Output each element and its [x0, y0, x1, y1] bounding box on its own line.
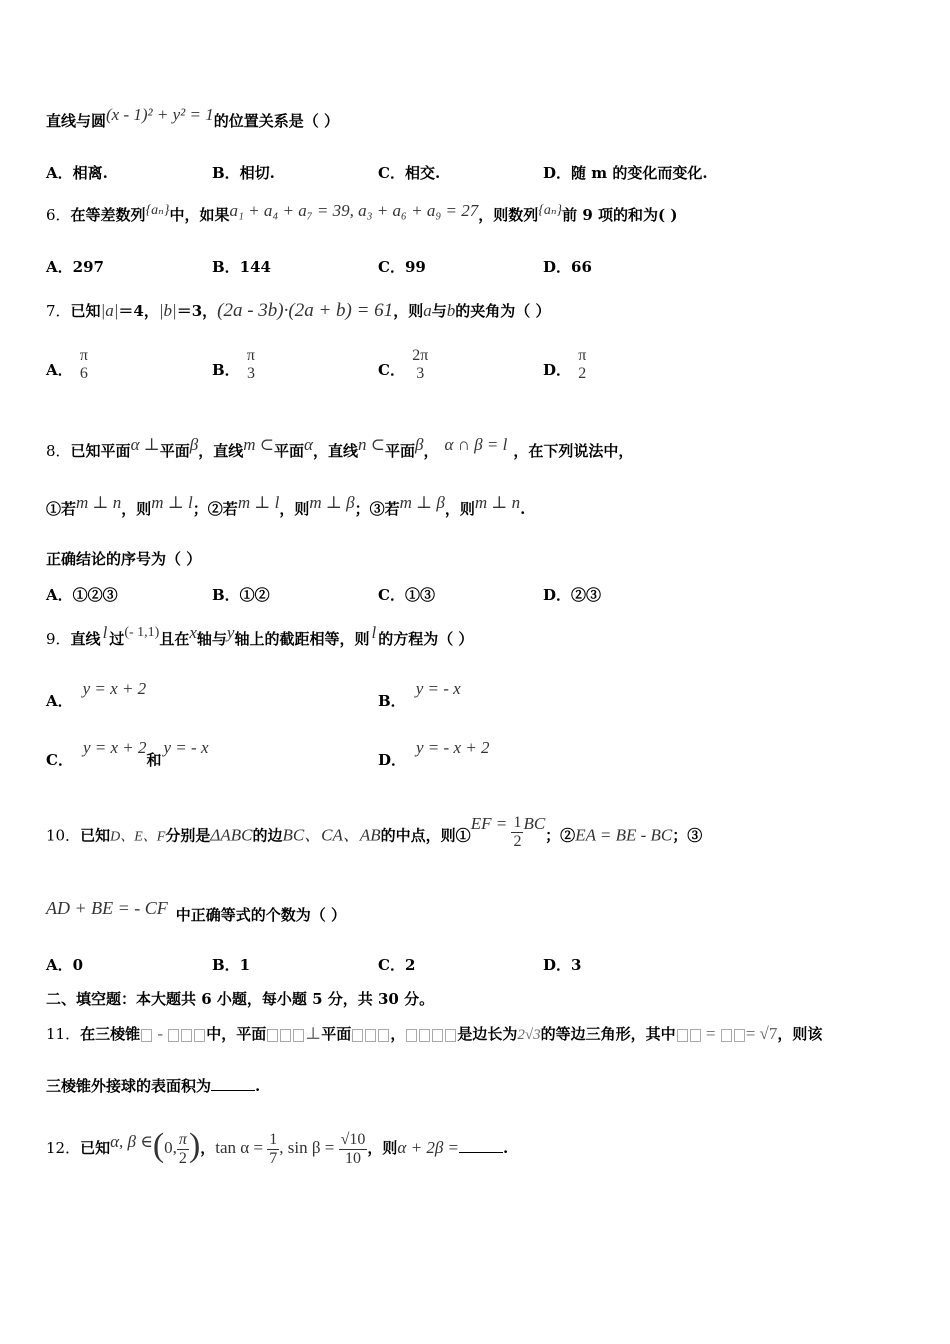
math-expression: x — [189, 623, 197, 642]
question-11-line-1: 11．在三棱锥 - 中，平面 ⊥平面 ， 是边长为2√3的等边三角形，其中 = = √7，则该 — [46, 1024, 823, 1043]
question-text: 分别是 — [165, 826, 211, 845]
question-text: 直线 — [70, 630, 101, 648]
question-8-line-3: 正确结论的序号为（ ） — [46, 550, 202, 568]
missing-glyph-icon — [141, 1029, 152, 1042]
numerator: 1 — [269, 1130, 278, 1148]
question-text: 中，如果 — [169, 206, 230, 224]
fraction — [410, 347, 430, 383]
option-b[interactable]: B．①② — [212, 586, 270, 604]
option-equation: y = x + 2 — [82, 679, 147, 698]
numerator: 2π — [412, 347, 429, 364]
question-text: ＝3， — [176, 302, 218, 320]
question-text: ， — [390, 1025, 406, 1043]
question-text: 前 9 项的和为( ) — [562, 206, 678, 224]
fraction — [78, 347, 90, 383]
option-equation: y = - x — [163, 738, 209, 757]
missing-glyph-icon — [419, 1029, 430, 1042]
math-expression: tan α = — [215, 1138, 268, 1157]
question-text: 是边长为 — [457, 1025, 518, 1043]
question-10-line-2 — [46, 898, 347, 925]
question-number: 12． — [46, 1139, 81, 1157]
condition-equation: a₁ + a₄ + a₇ = 39, a₃ + a₆ + a₉ = 27 — [229, 201, 479, 220]
question-9-line — [46, 623, 474, 649]
question-text: 已知 — [80, 1139, 111, 1157]
option-equation: y = x + 2 — [82, 738, 147, 757]
question-number: 6． — [46, 206, 71, 224]
fraction — [339, 1131, 368, 1168]
question-text: 过 — [109, 630, 125, 648]
question-number: 9． — [46, 630, 71, 648]
option-b[interactable]: B．相切. — [212, 164, 275, 182]
missing-glyph-icon — [690, 1029, 701, 1042]
missing-glyph-icon — [267, 1029, 278, 1042]
vector-b: b — [446, 301, 456, 320]
option-label: D． — [378, 751, 407, 769]
vector-a: a — [423, 301, 432, 320]
math-expression: l — [371, 623, 377, 642]
option-d[interactable]: D．随 m 的变化而变化. — [543, 164, 708, 182]
option-d[interactable]: D．②③ — [543, 586, 602, 604]
question-text: 的位置关系是（ ） — [213, 112, 339, 130]
question-text: 在三棱锥 — [80, 1025, 141, 1043]
math-expression: α — [304, 435, 313, 454]
question-text: 与 — [431, 302, 447, 320]
option-a[interactable]: A．0 — [46, 956, 84, 974]
math-expression: m ⊥ β — [399, 493, 445, 512]
question-text: 的夹角为（ ） — [455, 302, 551, 320]
math-expression: α ⊥ — [130, 435, 160, 454]
math-expression: m ⊥ n — [76, 493, 122, 512]
fraction — [576, 347, 588, 383]
option-equation: y = - x + 2 — [416, 738, 490, 757]
question-text: 平面 — [274, 442, 305, 460]
denominator: 2 — [578, 365, 587, 382]
option-a[interactable]: A．①②③ — [46, 586, 118, 604]
denominator: 7 — [269, 1149, 278, 1167]
math-expression: α, β ∈ — [110, 1132, 153, 1151]
option-c[interactable]: C．相交. — [378, 164, 441, 182]
math-expression: m ⊥ l — [151, 493, 193, 512]
math-expression: α + 2β = — [397, 1138, 460, 1157]
question-text: ，在下列说法中， — [513, 442, 634, 460]
missing-glyph-icon — [677, 1029, 688, 1042]
question-text: ＝4， — [118, 302, 159, 320]
question-text: 的等边三角形，其中 — [540, 1025, 676, 1043]
math-expression: = √7 — [745, 1024, 778, 1043]
question-text: 中正确等式的个数为（ ） — [175, 906, 347, 924]
option-d[interactable] — [543, 347, 588, 389]
option-label: D． — [543, 361, 572, 379]
question-text: ；③ — [672, 826, 703, 845]
answer-blank[interactable] — [211, 1078, 255, 1091]
point-coordinates: (- 1,1) — [124, 625, 160, 640]
question-text: 的方程为（ ） — [378, 630, 474, 648]
missing-glyph-icon — [168, 1029, 179, 1042]
missing-glyph-icon — [721, 1029, 732, 1042]
math-expression: BC、CA、AB — [282, 825, 381, 845]
option-b[interactable]: B．1 — [212, 956, 251, 974]
question-number: 11． — [46, 1025, 81, 1043]
fraction — [177, 1131, 189, 1168]
math-expression: EF = — [470, 813, 512, 833]
missing-glyph-icon — [406, 1029, 417, 1042]
option-c[interactable] — [378, 347, 430, 389]
answer-blank[interactable] — [459, 1140, 503, 1153]
missing-glyph-icon — [432, 1029, 443, 1042]
numerator: π — [79, 347, 88, 364]
question-number: 7． — [46, 302, 71, 320]
denominator: 3 — [416, 365, 425, 382]
triangle-symbol: ΔABC — [210, 825, 253, 845]
question-text: 三棱锥外接球的表面积为 — [46, 1077, 212, 1095]
question-text: . — [255, 1077, 261, 1095]
question-text: 已知 — [80, 826, 111, 845]
option-c[interactable]: C．①③ — [378, 586, 435, 604]
vector-b-magnitude: |b| — [158, 301, 177, 320]
question-text: 中，平面 — [206, 1025, 267, 1043]
missing-glyph-icon — [181, 1029, 192, 1042]
math-expression: m ⊥ β — [309, 493, 355, 512]
math-expression: AD + BE = - CF — [46, 898, 168, 918]
math-expression: D、E、F — [110, 829, 166, 845]
math-expression: β — [189, 435, 199, 454]
option-d[interactable]: D．66 — [543, 258, 592, 276]
question-number: 8． — [46, 442, 71, 460]
option-b[interactable] — [212, 347, 257, 389]
question-text: ，则 — [367, 1139, 398, 1157]
question-text: ，则 — [279, 500, 310, 518]
question-text: ①若 — [46, 500, 77, 518]
denominator: 6 — [79, 365, 88, 382]
option-c[interactable] — [46, 738, 209, 770]
question-text: ，直线 — [198, 442, 244, 460]
question-text: ，则 — [393, 302, 424, 320]
question-6-line — [46, 201, 678, 225]
question-text: 的边 — [252, 826, 283, 845]
missing-glyph-icon — [378, 1029, 389, 1042]
option-a[interactable]: A．297 — [46, 258, 104, 276]
fraction — [245, 347, 257, 383]
option-d[interactable]: D．3 — [543, 956, 582, 974]
question-10-line-1 — [46, 813, 703, 855]
option-label: B． — [378, 692, 406, 710]
question-text: 已知 — [70, 302, 101, 320]
math-expression: l — [102, 623, 108, 642]
question-circle-line — [46, 105, 339, 131]
circle-equation: (x - 1)² + y² = 1 — [106, 105, 214, 124]
question-text: . — [503, 1139, 509, 1157]
question-text: ；②若 — [192, 500, 238, 518]
missing-glyph-icon — [445, 1029, 456, 1042]
option-equation: y = - x — [415, 679, 461, 698]
question-8-line-1 — [46, 435, 634, 461]
question-text: ，则 — [444, 500, 475, 518]
missing-glyph-icon — [280, 1029, 291, 1042]
question-text: ；③若 — [354, 500, 400, 518]
question-7-line — [46, 300, 550, 322]
option-label: A． — [46, 692, 73, 710]
question-text: ；② — [545, 826, 576, 845]
denominator: 10 — [345, 1149, 362, 1167]
question-text: . — [520, 500, 526, 518]
question-text: 轴与 — [196, 630, 227, 648]
question-text: ，则数列 — [478, 206, 539, 224]
option-a[interactable]: A．相离. — [46, 164, 108, 182]
option-a[interactable] — [46, 347, 90, 389]
math-expression: n ⊂ — [357, 435, 385, 454]
question-number: 10． — [46, 826, 81, 845]
math-expression: m ⊥ n — [474, 493, 521, 512]
option-b[interactable] — [378, 679, 461, 711]
option-label: C． — [378, 361, 405, 379]
question-text: 轴上的截距相等，则 — [234, 630, 370, 648]
question-text: 直线与圆 — [46, 112, 107, 130]
question-8-line-2 — [46, 493, 526, 519]
math-expression: BC — [523, 813, 546, 833]
question-text: 平面 — [159, 442, 190, 460]
numerator: π — [578, 347, 587, 364]
option-label: B． — [212, 361, 240, 379]
math-expression: m ⊂ — [243, 435, 275, 454]
option-c[interactable]: C．2 — [378, 956, 416, 974]
section-heading: 二、填空题：本大题共 6 小题，每小题 5 分，共 30 分。 — [46, 990, 435, 1008]
numerator: π — [246, 347, 255, 364]
dot-product-equation: (2a - 3b)·(2a + b) = 61 — [217, 300, 394, 321]
denominator: 3 — [246, 365, 255, 382]
question-text: ，则该 — [777, 1025, 823, 1043]
question-text: 已知平面 — [70, 442, 131, 460]
math-expression: β — [415, 435, 424, 454]
sequence-symbol: {aₙ} — [145, 203, 170, 218]
question-text: 平面 — [321, 1025, 352, 1043]
missing-glyph-icon — [352, 1029, 363, 1042]
interval-start: 0, — [164, 1138, 177, 1157]
math-expression: , sin β = — [279, 1138, 339, 1157]
math-expression: EA = BE - BC — [575, 825, 673, 845]
sequence-symbol: {aₙ} — [538, 203, 563, 218]
missing-glyph-icon — [194, 1029, 205, 1042]
option-c[interactable]: C．99 — [378, 258, 426, 276]
option-text: 和 — [146, 751, 162, 769]
missing-glyph-icon — [293, 1029, 304, 1042]
question-text: 且在 — [159, 630, 190, 648]
question-text: ， — [423, 442, 439, 460]
option-label: C． — [46, 751, 73, 769]
denominator: 2 — [513, 833, 522, 850]
math-expression: y — [226, 623, 235, 642]
option-label: A． — [46, 361, 73, 379]
question-text: 在等差数列 — [70, 206, 146, 224]
missing-glyph-icon — [734, 1029, 745, 1042]
numerator: √10 — [340, 1130, 366, 1148]
option-b[interactable]: B．144 — [212, 258, 271, 276]
numerator: π — [178, 1130, 187, 1148]
question-text: ，则 — [121, 500, 152, 518]
option-a[interactable] — [46, 679, 147, 711]
question-12-line: 12．已知α, β ∈(0, $\frac{\pi}{2}$ )，tan α = $\frac{1}{7}$ , sin β = $\frac{√10}{10}$ ，则α + 2β = . — [46, 1127, 509, 1167]
side-length: 2√3 — [517, 1027, 541, 1043]
question-text: ， — [200, 1139, 216, 1157]
missing-glyph-icon — [365, 1029, 376, 1042]
math-expression: m ⊥ l — [237, 493, 280, 512]
question-text: 平面 — [384, 442, 415, 460]
option-d[interactable] — [378, 738, 490, 770]
fraction — [267, 1131, 279, 1168]
numerator: 1 — [513, 814, 522, 831]
question-text: 的中点，则① — [380, 826, 471, 845]
math-expression: α ∩ β = l — [444, 435, 508, 454]
fraction — [511, 814, 523, 851]
vector-a-magnitude: |a| — [100, 301, 119, 320]
question-text: ，直线 — [312, 442, 358, 460]
denominator: 2 — [178, 1149, 187, 1167]
question-11-line-2 — [46, 1075, 260, 1096]
